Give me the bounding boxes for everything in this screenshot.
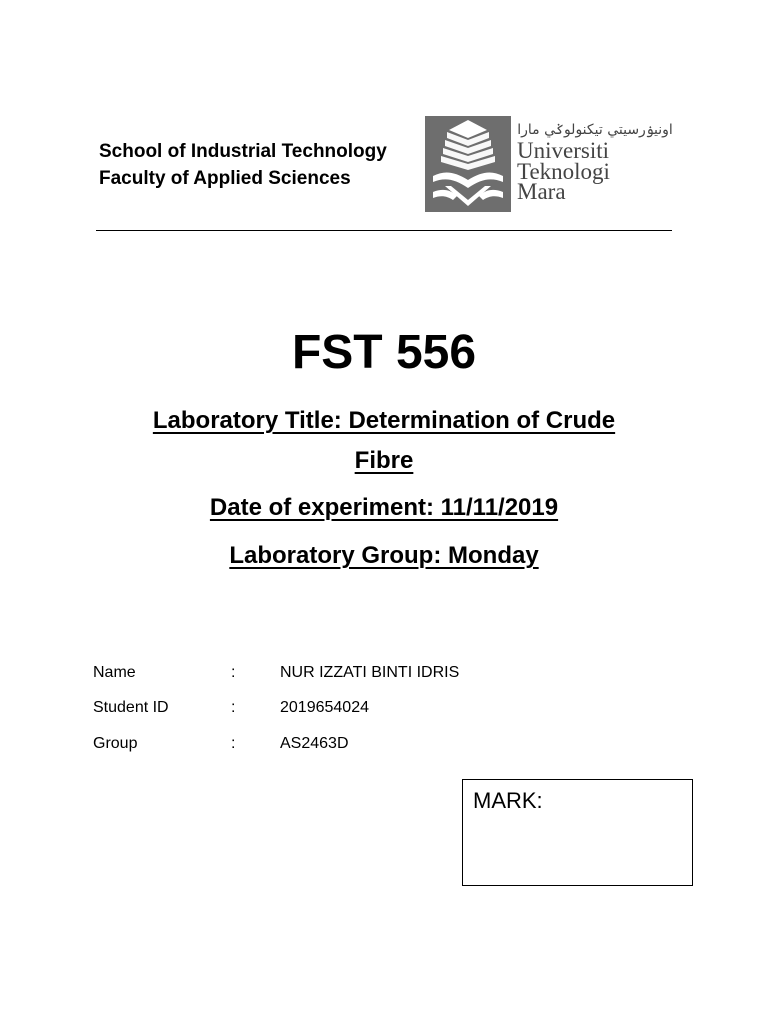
experiment-date: Date of experiment: 11/11/2019 — [209, 494, 559, 521]
info-colon: : — [231, 663, 236, 681]
info-row-name — [93, 655, 459, 691]
logo-line-3: Mara — [517, 179, 566, 204]
info-colon: : — [231, 699, 236, 717]
institution-header — [99, 138, 387, 192]
laboratory-group: Laboratory Group: Monday — [229, 542, 539, 569]
info-label: Group — [93, 734, 138, 752]
info-row-student-id — [93, 691, 459, 727]
logo-line-2: Teknologi — [517, 159, 610, 184]
mark-box — [462, 779, 693, 886]
info-value: AS2463D — [280, 734, 349, 752]
info-label: Name — [93, 663, 136, 681]
header-divider — [96, 230, 672, 231]
student-info — [93, 655, 459, 762]
mark-label: MARK: — [473, 788, 543, 813]
info-colon: : — [231, 734, 236, 752]
logo-line-1: Universiti — [517, 138, 609, 163]
school-name: School of Industrial Technology — [99, 141, 387, 162]
logo-arabic-text: اونيۏرسيتي تيکنولوݢي مارا — [517, 122, 673, 138]
info-value: NUR IZZATI BINTI IDRIS — [280, 663, 460, 681]
info-value: 2019654024 — [280, 699, 369, 717]
course-code: FST 556 — [291, 326, 477, 379]
lab-title-line-2: Fibre — [354, 447, 414, 474]
lab-title-line-1: Laboratory Title: Determination of Crude — [152, 407, 616, 434]
uitm-logo — [425, 116, 677, 212]
faculty-name: Faculty of Applied Sciences — [99, 168, 351, 189]
info-label: Student ID — [93, 699, 169, 717]
info-row-group — [93, 726, 459, 762]
